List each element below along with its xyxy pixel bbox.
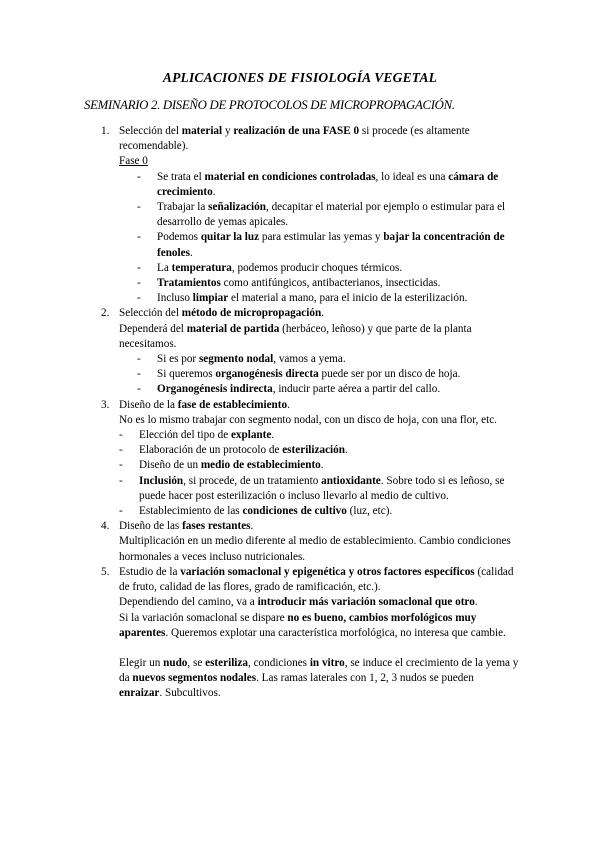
bullet-item: - Incluso limpiar el material a mano, para el inicio de la esterilización.	[137, 292, 468, 305]
bullet-item: - Elección del tipo de explante.	[119, 429, 275, 442]
bullet-item: - Establecimiento de las condiciones de cultivo (luz, etc).	[119, 505, 393, 518]
paragraph: Dependiendo del camino, va a introducir más variación somaclonal que otro.	[119, 596, 478, 609]
list-number: 1.	[101, 125, 110, 137]
bullet-item: - Organogénesis indirecta, inducir parte aérea a partir del callo.	[137, 383, 441, 396]
paragraph: No es lo mismo trabajar con segmento nodal, con un disco de hoja, con una flor, etc.	[119, 413, 497, 426]
bullet-item: - Podemos quitar la luz para estimular las yemas y bajar la concentración de fenoles.	[137, 231, 505, 259]
paragraph: Dependerá del material de partida (herbáceo, leñoso) y que parte de la planta necesitamos.	[119, 322, 472, 350]
document-body	[0, 124, 600, 702]
bullet-item: - Diseño de un medio de establecimiento.	[119, 459, 324, 472]
bullet-item: - Si es por segmento nodal, vamos a yema.	[137, 353, 346, 366]
list-number: 5.	[101, 565, 110, 578]
list-number: 4.	[101, 520, 110, 533]
bullet-item: - Tratamientos como antifúngicos, antibacterianos, insecticidas.	[137, 277, 441, 290]
bullet-item: - Trabajar la señalización, decapitar el material por ejemplo o estimular para el desarrollo de yemas apicales.	[137, 201, 506, 229]
list-item-text: Diseño de la fase de establecimiento.	[119, 398, 290, 411]
list-item-text: Diseño de las fases restantes.	[119, 520, 254, 533]
list-item-1	[0, 124, 600, 170]
document-title: APLICACIONES DE FISIOLOGÍA VEGETAL	[162, 70, 438, 85]
list-number: 3.	[101, 398, 110, 411]
paragraph: Si la variación somaclonal se dispare no es bueno, cambios morfológicos muy aparentes. Queremos explotar una característica morfológica, no interesa que cambie.	[119, 611, 506, 639]
fase0-heading: Fase 0	[119, 155, 148, 168]
list-number: 2.	[101, 307, 110, 320]
list-item-text: Selección del material y realización de una FASE 0 si procede (es altamente recomendable).	[119, 125, 470, 153]
list-item-5	[0, 565, 600, 702]
bullet-item: - La temperatura, podemos producir choques térmicos.	[137, 261, 403, 274]
bullet-item: - Inclusión, si procede, de un tratamiento antioxidante. Sobre todo si es leñoso, se puede hacer post esterilización o incluso llevarlo al medio de cultivo.	[119, 474, 505, 502]
document-subtitle: SEMINARIO 2. DISEÑO DE PROTOCOLOS DE MICROPROPAGACIÓN.	[84, 98, 455, 112]
list-item-text: Estudio de la variación somaclonal y epigenética y otros factores específicos (calidad de fruto, calidad de las flores, grado de ramificación, etc.).	[119, 565, 514, 594]
list-item-text: Selección del método de micropropagación.	[119, 307, 324, 320]
bullet-item: - Se trata el material en condiciones controladas, lo ideal es una cámara de crecimiento.	[137, 170, 499, 198]
bullet-item: - Elaboración de un protocolo de esterilización.	[119, 444, 348, 457]
list-item-2	[0, 306, 600, 352]
paragraph: Elegir un nudo, se esteriliza, condiciones in vitro, se induce el crecimiento de la yema y da nuevos segmentos nodales. Las ramas laterales con 1, 2, 3 nudos se pueden enraizar. Subcultivos.	[119, 656, 519, 700]
list-item-3	[0, 398, 600, 428]
paragraph: Multiplicación en un medio diferente al medio de establecimiento. Cambio condiciones hormonales a veces incluso nutricionales.	[119, 535, 511, 563]
list-item-4	[0, 519, 600, 565]
bullet-item: - Si queremos organogénesis directa puede ser por un disco de hoja.	[137, 368, 461, 381]
